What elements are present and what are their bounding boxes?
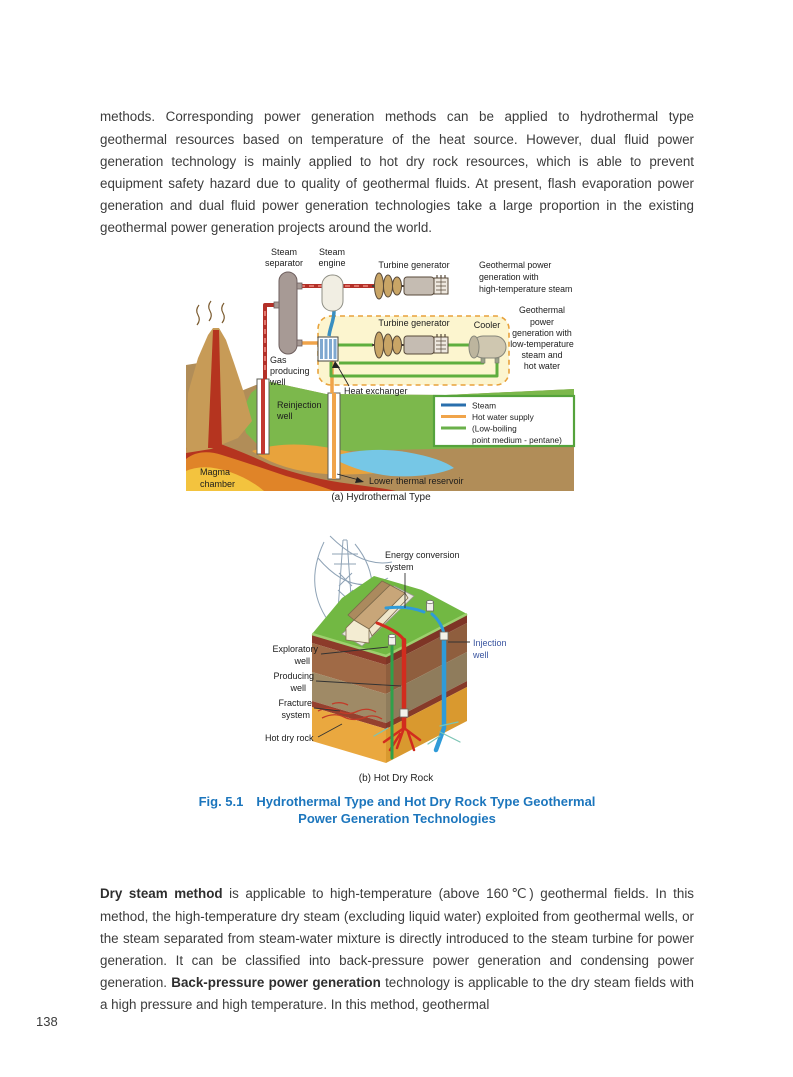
- reinjection-well-label-1: Reinjection: [277, 400, 322, 410]
- high-temp-note-2: generation with: [479, 272, 539, 282]
- figure-number: Fig. 5.1: [198, 794, 244, 809]
- surface-riser-icon: [427, 600, 434, 611]
- hot-dry-rock-label: Hot dry rock: [265, 733, 314, 743]
- fracture-system-label-1: Fracture: [278, 698, 312, 708]
- turbine-generator-2-label: Turbine generator: [378, 318, 450, 328]
- magma-chamber-label-1: Magma: [200, 467, 231, 477]
- bold-term-back-pressure: Back-pressure power generation: [171, 975, 381, 991]
- steam-engine-label-1: Steam: [318, 247, 346, 257]
- body-paragraph-2: [100, 883, 694, 1016]
- gas-producing-well-casing: [257, 379, 269, 454]
- figure-title-line-2: Power Generation Technologies: [298, 811, 496, 826]
- steam-separator-label-1: Steam: [270, 247, 298, 257]
- heat-exchanger-label: Heat exchanger: [344, 386, 408, 396]
- diagram-hydrothermal-type: [186, 243, 576, 491]
- body-paragraph-1: methods. Corresponding power generation methods can be applied to hydrothermal type geothermal resources based on temperature of the heat source. However, dual fluid power generation technology is mainly applied to hot dry rock resources, which is able to prevent equipment safety hazard due to quality of geothermal fluids. At present, flash evaporation power generation and dual fluid power generation technologies take a large proportion in the existing geothermal power generation projects around the world.: [100, 109, 694, 236]
- subfigure-a-caption: (a) Hydrothermal Type: [331, 492, 431, 503]
- producing-well-label-1: Producing: [273, 671, 314, 681]
- subfigure-b-caption: (b) Hot Dry Rock: [358, 773, 434, 784]
- producing-well-label-2: well: [290, 683, 306, 693]
- turbine-generator-1-icon: [372, 273, 448, 299]
- legend-steam-label: Steam: [472, 400, 496, 411]
- gas-producing-well-label-3: well: [270, 377, 286, 387]
- injection-well-label-2: well: [473, 650, 489, 660]
- exploratory-wellhead-icon: [389, 634, 396, 645]
- downhole-collar-icon: [400, 709, 408, 717]
- injection-wellhead-icon: [440, 632, 448, 640]
- low-temp-note-2: power: [530, 317, 554, 327]
- injection-well-label-1: Injection: [473, 638, 507, 648]
- turbine-generator-1-label: Turbine generator: [378, 260, 450, 270]
- figure-caption: [100, 793, 694, 827]
- steam-engine-label-2: engine: [318, 258, 346, 268]
- paragraph-text: technology is applicable to the dry steam fields with a high pressure and high temperature. In this method, geothermal: [100, 975, 694, 1013]
- legend: [434, 396, 574, 446]
- paragraph-text: is applicable to high-temperature (above 160℃) geothermal fields. In this method, the high-temperature dry steam (excluding liquid water) exploited from geothermal wells, or the steam separated from steam-water mixture is directly introduced to the steam turbine for power generation. It can be classified into back-pressure power generation and condensing power generation.: [100, 886, 694, 991]
- energy-conversion-label-2: system: [385, 562, 414, 572]
- heat-exchanger: [318, 337, 338, 361]
- legend-hot-water-label: Hot water supply: [472, 412, 534, 422]
- fracture-system-label-2: system: [281, 710, 310, 720]
- gas-producing-well-label-1: Gas: [270, 355, 287, 365]
- high-temp-note-1: Geothermal power: [479, 260, 552, 270]
- steam-engine: [322, 275, 343, 311]
- low-temp-note-6: hot water: [523, 361, 561, 371]
- reinjection-well-casing: [328, 393, 340, 479]
- figure-title-line-1: Hydrothermal Type and Hot Dry Rock Type Geothermal: [256, 794, 596, 809]
- lower-thermal-reservoir-label: Lower thermal reservoir: [369, 476, 464, 486]
- low-temp-note-4: low-temperature: [510, 339, 574, 349]
- magma-chamber-label-2: chamber: [200, 479, 236, 489]
- high-temp-note-3: high-temperature steam: [479, 284, 573, 294]
- gas-producing-well-label-2: producing: [270, 366, 310, 376]
- exploratory-well-label-1: Exploratory: [272, 644, 318, 654]
- low-temp-note-1: Geothermal: [519, 305, 565, 315]
- cooler-label: Cooler: [473, 320, 501, 330]
- figure-caption-line-1: [100, 793, 694, 810]
- legend-medium-label-2: point medium - pentane): [472, 435, 562, 445]
- legend-medium-label-1: (Low-boiling: [472, 423, 517, 434]
- diagram-hot-dry-rock: [262, 528, 530, 772]
- reinjection-well-label-2: well: [277, 411, 293, 421]
- low-temp-note-3: generation with: [512, 328, 572, 338]
- steam-separator-label-2: separator: [264, 258, 304, 268]
- page-number: 138: [36, 1014, 58, 1029]
- exploratory-well-label-2: well: [294, 656, 310, 666]
- energy-conversion-label-1: Energy conversion: [385, 550, 460, 560]
- low-temp-note-5: steam and: [521, 350, 563, 360]
- bold-term-dry-steam-method: Dry steam method: [100, 886, 223, 902]
- steam-separator: [274, 272, 302, 354]
